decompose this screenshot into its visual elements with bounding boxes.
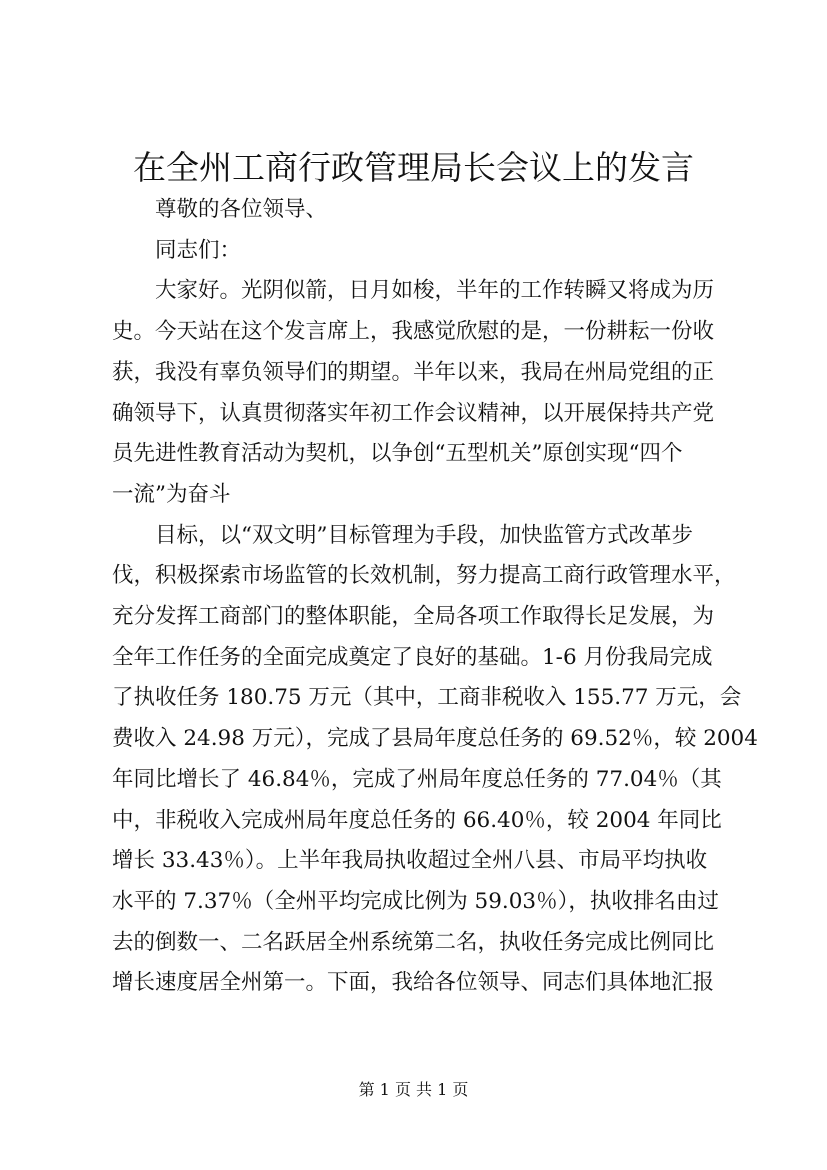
paragraph-line: 全年工作任务的全面完成奠定了良好的基础。1-6 月份我局完成	[112, 644, 713, 670]
paragraph-line: 一流”为奋斗	[112, 481, 231, 507]
paragraph-line: 大家好。光阴似箭，日月如梭，半年的工作转瞬又将成为历	[155, 278, 715, 304]
paragraph-line: 中，非税收入完成州局年度总任务的 66.40％，较 2004 年同比	[112, 807, 722, 833]
paragraph-line: 费收入 24.98 万元），完成了县局年度总任务的 69.52％，较 2004	[112, 726, 758, 752]
document-body	[112, 190, 758, 1004]
salutation-line-1: 尊敬的各位领导、	[155, 197, 328, 222]
paragraph-line: 获，我没有辜负领导们的期望。半年以来，我局在州局党组的正	[112, 359, 715, 385]
paragraph-line: 伐，积极探索市场监管的长效机制，努力提高工商行政管理水平，	[112, 563, 736, 589]
paragraph-line: 增长速度居全州第一。下面，我给各位领导、同志们具体地汇报	[112, 970, 715, 996]
paragraph-line: 年同比增长了 46.84％，完成了州局年度总任务的 77.04％（其	[112, 766, 722, 792]
paragraph-line: 史。今天站在这个发言席上，我感觉欣慰的是，一份耕耘一份收	[112, 319, 715, 345]
paragraph-line: 确领导下，认真贯彻落实年初工作会议精神，以开展保持共产党	[112, 400, 715, 426]
paragraph-line: 去的倒数一、二名跃居全州系统第二名，执收任务完成比例同比	[112, 929, 715, 955]
paragraph-line: 了执收任务 180.75 万元（其中，工商非税收入 155.77 万元，会	[112, 685, 742, 711]
paragraph-line: 充分发挥工商部门的整体职能，全局各项工作取得长足发展，为	[112, 604, 715, 630]
salutation-line-2: 同志们：	[155, 237, 242, 263]
paragraph-line: 增长 33.43％）。上半年我局执收超过全州八县、市局平均执收	[112, 848, 708, 874]
page-number-footer: 第 1 页 共 1 页	[358, 1080, 469, 1099]
paragraph-line: 水平的 7.37％（全州平均完成比例为 59.03％），执收排名由过	[112, 888, 719, 914]
paragraph-line: 员先进性教育活动为契机，以争创“五型机关”原创实现“四个	[112, 441, 683, 467]
paragraph-line: 目标，以“双文明”目标管理为手段，加快监管方式改革步	[155, 522, 693, 548]
document-title: 在全州工商行政管理局长会议上的发言	[133, 148, 694, 187]
